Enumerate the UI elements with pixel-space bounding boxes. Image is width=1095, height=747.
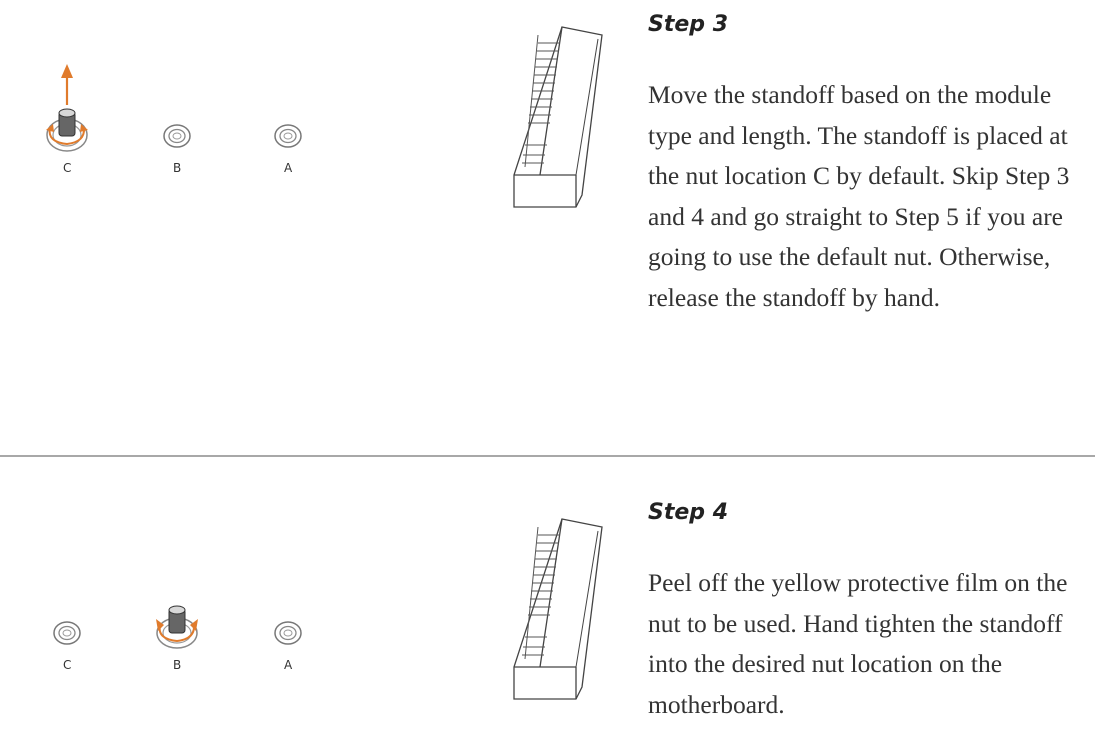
nut-label-c: C [63,161,72,175]
nut-locations-diagram [30,50,360,250]
step-4-instructions: Peel off the yellow protective film on the nut to be used. Hand tighten the standoff into the desired nut location on the motherboard. [648,568,1068,719]
nut-b [164,125,190,147]
step-4-title: Step 4 [648,500,728,525]
nut-locations-diagram-step4 [30,547,360,747]
m2-slot-diagram [510,25,610,225]
step-3-instructions: Move the standoff based on the module type and length. The standoff is placed at the nut location C by default. Skip Step 3 and 4 and go straight to Step 5 if you are going to use the default nut. Otherwise, release the standoff by hand. [648,80,1070,312]
m2-slot-diagram-step4 [510,517,610,717]
nut-a [275,125,301,147]
step-4-section [0,457,1095,726]
nut-label-a: A [284,658,293,672]
nut-b [156,606,198,648]
nut-label-b: B [173,658,182,672]
nut-label-a: A [284,161,293,175]
nut-label-b: B [173,161,182,175]
nut-label-c: C [63,658,72,672]
nut-c [54,622,80,644]
step-3-title: Step 3 [648,12,728,37]
nut-c [46,64,88,151]
nut-a [275,622,301,644]
